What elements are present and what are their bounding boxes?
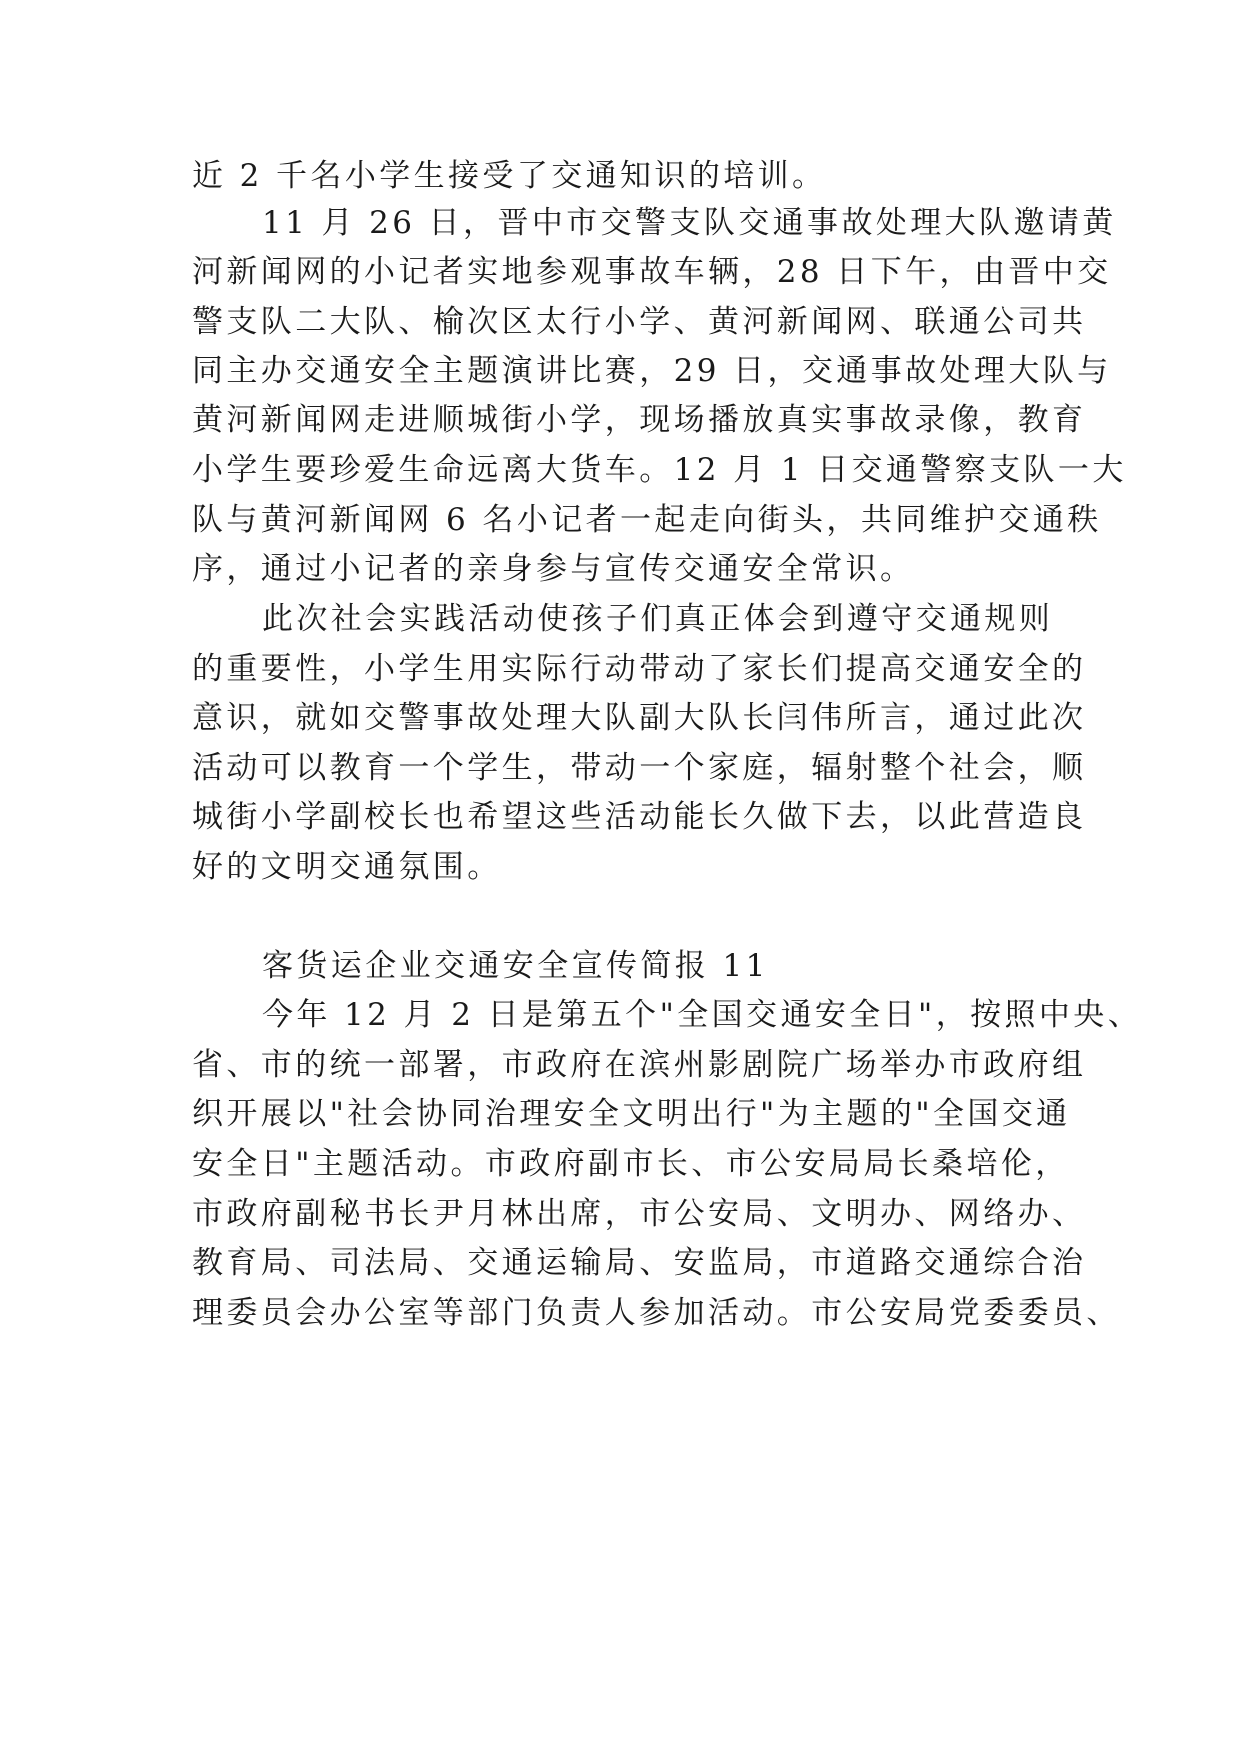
text-line: 队与黄河新闻网 6 名小记者一起走向街头，共同维护交通秩	[192, 502, 1102, 538]
text-line: 理委员会办公室等部门负责人参加活动。市公安局党委委员、	[192, 1295, 1121, 1331]
text-line: 省、市的统一部署，市政府在滨州影剧院广场举办市政府组	[192, 1047, 1087, 1083]
text-line: 黄河新闻网走进顺城街小学，现场播放真实事故录像，教育	[192, 402, 1087, 438]
text-line: 活动可以教育一个学生，带动一个家庭，辐射整个社会，顺	[192, 750, 1087, 786]
text-line: 11 月 26 日，晋中市交警支队交通事故处理大队邀请黄	[262, 205, 1117, 241]
text-line: 警支队二大队、榆次区太行小学、黄河新闻网、联通公司共	[192, 304, 1087, 340]
text-line: 近 2 千名小学生接受了交通知识的培训。	[192, 158, 827, 194]
text-line: 的重要性，小学生用实际行动带动了家长们提高交通安全的	[192, 651, 1087, 687]
text-line: 河新闻网的小记者实地参观事故车辆，28 日下午，由晋中交	[192, 254, 1112, 290]
text-line: 小学生要珍爱生命远离大货车。12 月 1 日交通警察支队一大	[192, 452, 1127, 488]
text-line: 同主办交通安全主题演讲比赛，29 日，交通事故处理大队与	[192, 353, 1112, 389]
text-line: 织开展以"社会协同治理安全文明出行"为主题的"全国交通	[192, 1096, 1071, 1132]
text-line: 市政府副秘书长尹月林出席，市公安局、文明办、网络办、	[192, 1196, 1087, 1232]
text-line: 序，通过小记者的亲身参与宣传交通安全常识。	[192, 551, 915, 587]
section-heading: 客货运企业交通安全宣传简报 11	[262, 948, 769, 984]
text-line: 今年 12 月 2 日是第五个"全国交通安全日"，按照中央、	[262, 997, 1143, 1033]
text-line: 城街小学副校长也希望这些活动能长久做下去，以此营造良	[192, 799, 1087, 835]
text-line: 安全日"主题活动。市政府副市长、市公安局局长桑培伦，	[192, 1146, 1070, 1182]
text-line: 意识，就如交警事故处理大队副大队长闫伟所言，通过此次	[192, 700, 1087, 736]
text-line: 教育局、司法局、交通运输局、安监局，市道路交通综合治	[192, 1245, 1087, 1281]
text-line: 好的文明交通氛围。	[192, 849, 502, 885]
text-line: 此次社会实践活动使孩子们真正体会到遵守交通规则	[262, 601, 1054, 637]
